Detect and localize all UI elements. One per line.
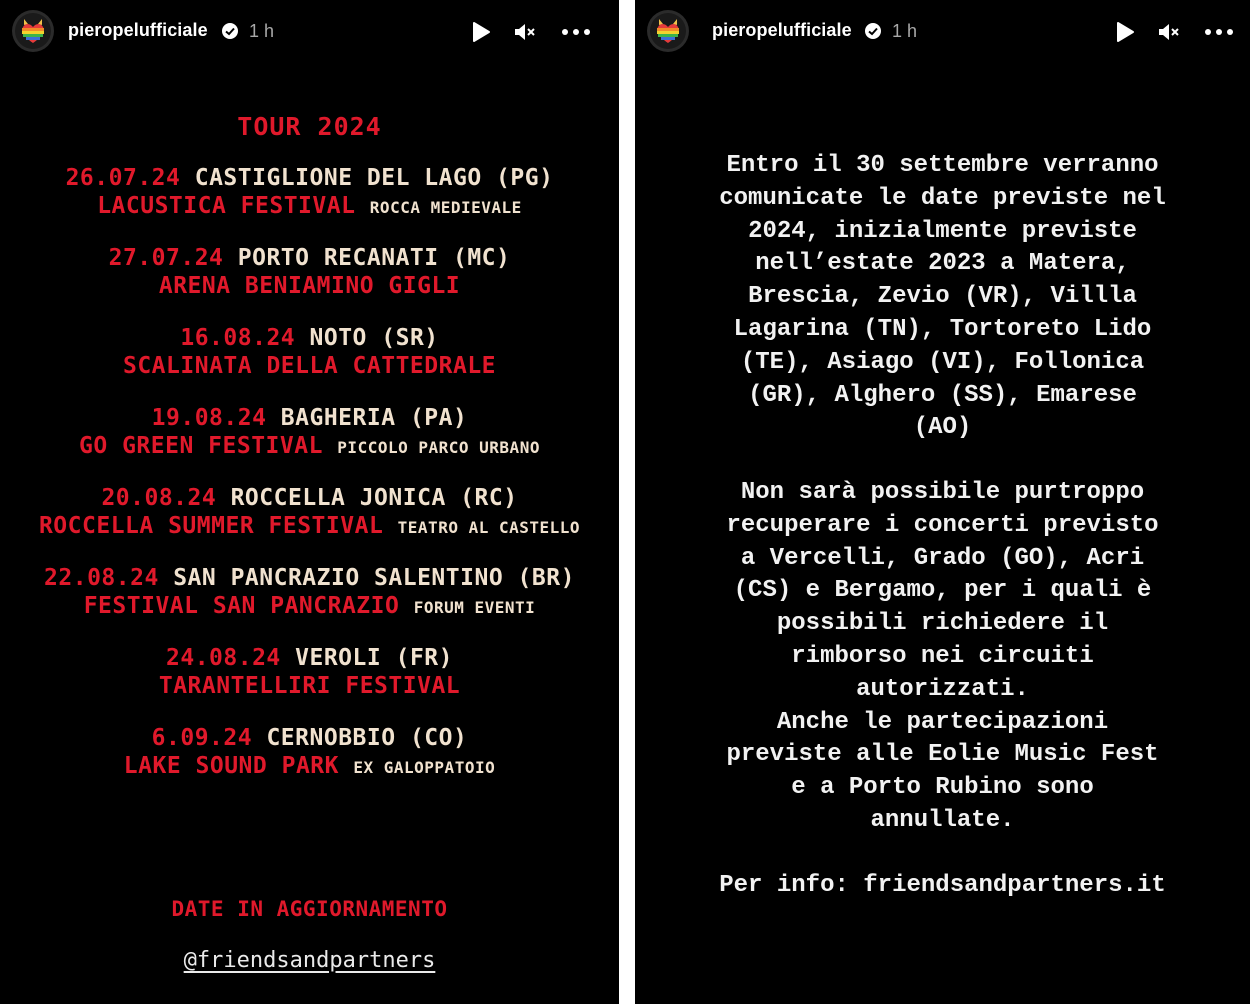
event-festival: ARENA BENIAMINO GIGLI [158,273,461,299]
event-province: (BR) [517,565,575,591]
event-date: 6.09.24 [151,725,253,751]
text-line: Brescia, Zevio (VR), Villla [748,283,1137,311]
text-line: Non sarà possibile purtroppo [740,479,1145,506]
event-date: 16.08.24 [180,325,296,351]
event-city: VEROLI [295,645,382,671]
event-festival: ROCCELLA SUMMER FESTIVAL [38,513,384,539]
event-city: CASTIGLIONE DEL LAGO [194,165,482,191]
event-venue: ROCCA MEDIEVALE [369,198,522,217]
event-city: PORTO RECANATI [237,245,439,271]
tour-title: TOUR 2024 [237,112,382,141]
event-city: BAGHERIA [280,405,396,431]
story-header [635,0,1250,64]
event-item [0,644,619,700]
event-province: (PG) [496,165,554,191]
handle-link[interactable]: @friendsandpartners [183,948,436,973]
text-line: a Vercelli, Grado (GO), Acri [740,544,1145,572]
event-date: 19.08.24 [151,405,267,431]
event-province: (PA) [409,405,468,431]
event-date: 27.07.24 [108,245,224,271]
play-icon[interactable] [1112,20,1136,44]
event-item [0,724,619,782]
event-province: (FR) [395,645,453,671]
text-line: (GR), Alghero (SS), Emarese [748,381,1137,409]
info-link-text: Per info: friendsandpartners.it [719,872,1166,899]
text-line: 2024, inizialmente previste [748,217,1137,245]
event-city: SAN PANCRAZIO SALENTINO [173,565,504,591]
story-panel-tour[interactable] [0,0,619,1004]
event-date: 20.08.24 [101,485,217,511]
text-line: previste alle Eolie Music Fest [726,741,1159,769]
update-note: DATE IN AGGIORNAMENTO [171,897,448,921]
text-line: possibili richiedere il [776,610,1109,638]
post-time: 1 h [249,21,275,41]
text-line: recuperare i concerti previsto [726,511,1159,539]
verified-badge-icon [221,22,239,40]
text-line: Entro il 30 settembre verranno [726,152,1159,179]
event-item [0,164,619,222]
play-icon[interactable] [468,20,492,44]
info-paragraph-postponed [635,150,1250,445]
mute-icon[interactable] [512,20,536,44]
event-date: 22.08.24 [44,565,159,591]
text-line: Anche le partecipazioni [776,708,1109,736]
event-venue: PICCOLO PARCO URBANO [337,438,540,457]
event-city: NOTO [309,325,367,351]
event-item [0,404,619,462]
event-date: 26.07.24 [65,165,181,191]
event-festival: GO GREEN FESTIVAL [79,433,323,459]
avatar-heart-icon [650,13,686,49]
event-venue: TEATRO AL CASTELLO [397,518,581,537]
event-festival: LAKE SOUND PARK [123,753,339,779]
event-province: (CO) [409,725,468,751]
text-line: annullate. [870,806,1015,834]
story-panel-info[interactable] [635,0,1250,1004]
username[interactable]: pieropelufficiale [68,20,208,40]
event-item [0,484,619,542]
avatar[interactable] [647,10,689,52]
event-item [0,244,619,300]
username[interactable]: pieropelufficiale [712,20,852,40]
text-line: nell’estate 2023 a Matera, [755,250,1130,278]
text-line: (TE), Asiago (VI), Follonica [740,348,1145,376]
event-item [0,564,619,622]
text-line: comunicate le date previste nel [719,184,1166,212]
event-date: 24.08.24 [166,645,281,671]
info-footer [635,870,1250,903]
event-city: CERNOBBIO [266,725,396,751]
event-festival: TARANTELLIRI FESTIVAL [158,673,461,699]
avatar[interactable] [12,10,54,52]
event-festival: FESTIVAL SAN PANCRAZIO [83,593,400,619]
event-province: (RC) [460,485,518,511]
event-province: (SR) [381,325,439,351]
event-venue: EX GALOPPATOIO [353,758,496,777]
text-line: (AO) [913,414,972,442]
text-line: (CS) e Bergamo, per i quali è [733,577,1152,605]
story-header [0,0,619,64]
event-festival: SCALINATA DELLA CATTEDRALE [122,353,497,379]
more-icon[interactable] [1203,20,1235,44]
mute-icon[interactable] [1156,20,1180,44]
event-city: ROCCELLA JONICA [230,485,446,511]
event-province: (MC) [452,245,511,271]
text-line: e a Porto Rubino sono [791,774,1094,802]
post-time: 1 h [892,21,918,41]
verified-badge-icon [864,22,882,40]
text-line: Lagarina (TN), Tortoreto Lido [733,315,1152,343]
avatar-heart-icon [15,13,51,49]
more-icon[interactable] [560,20,592,44]
text-line: rimborso nei circuiti [791,642,1094,670]
info-paragraph-cancelled [635,477,1250,838]
text-line: autorizzati. [856,675,1029,703]
event-venue: FORUM EVENTI [413,598,536,617]
event-item [0,324,619,380]
event-festival: LACUSTICA FESTIVAL [97,193,356,219]
